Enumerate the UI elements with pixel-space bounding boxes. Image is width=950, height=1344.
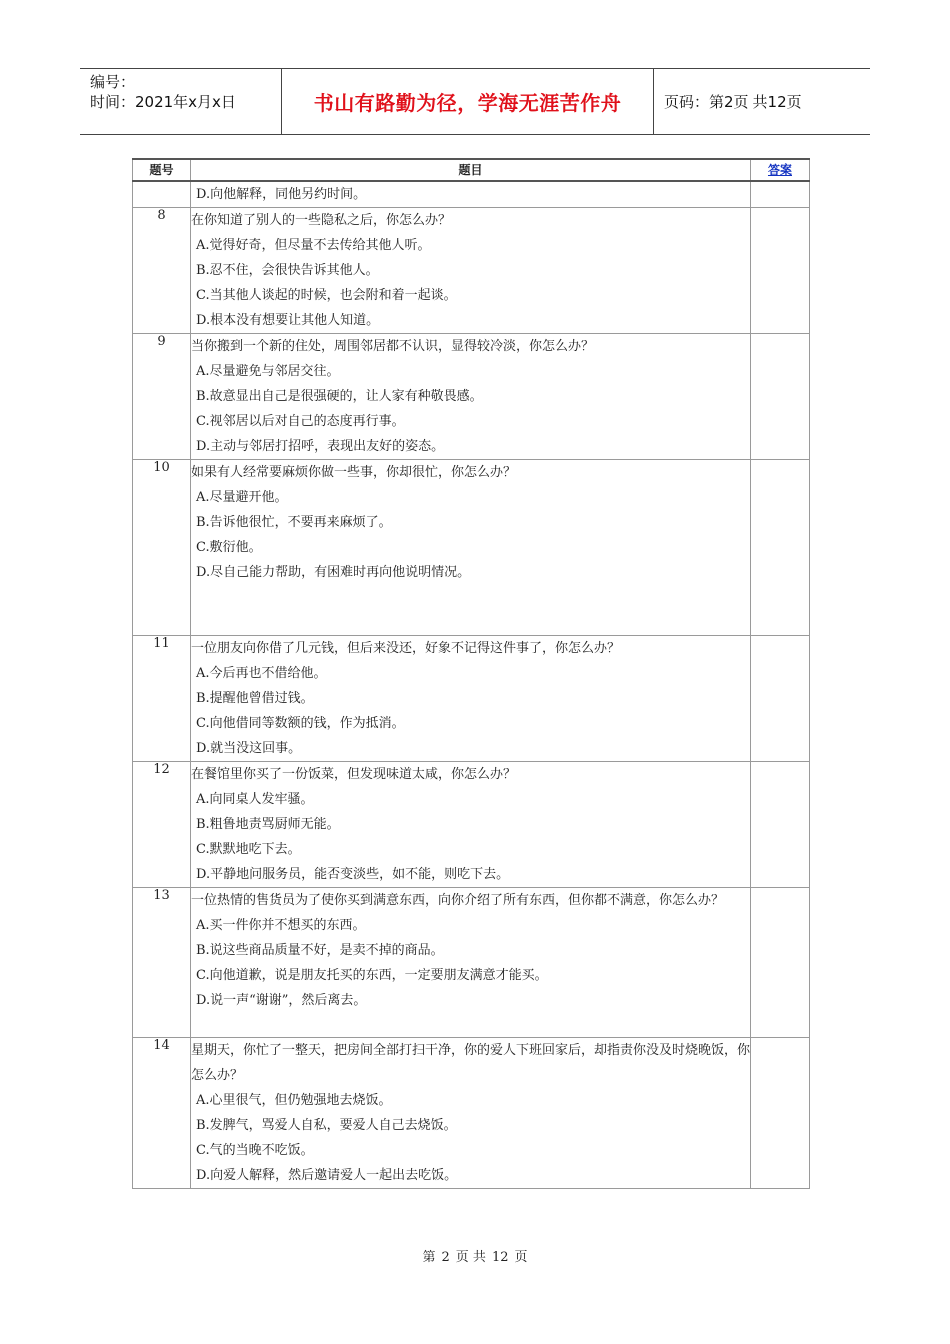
question-stem: 如果有人经常要麻烦你做一些事，你却很忙，你怎么办？ <box>191 465 517 480</box>
answer-cell[interactable] <box>751 762 810 888</box>
question-number: 11 <box>133 636 191 762</box>
table-row <box>133 460 810 636</box>
footer-page-total: 12 <box>491 1250 509 1265</box>
table-row <box>133 636 810 762</box>
option-c: C.气的当晚不吃饭。 <box>196 1143 314 1158</box>
option-b: B.告诉他很忙，不要再来麻烦了。 <box>196 515 392 530</box>
question-stem: 一位朋友向你借了几元钱，但后来没还，好象不记得这件事了，你怎么办？ <box>191 641 621 656</box>
option-c: C.当其他人谈起的时候，也会附和着一起谈。 <box>196 288 457 303</box>
header-total-label: 共12页 <box>752 93 802 111</box>
table-row <box>133 208 810 334</box>
table-row <box>133 1038 810 1189</box>
option-c: C.敷衍他。 <box>196 540 262 555</box>
option-b: B.忍不住，会很快告诉其他人。 <box>196 263 379 278</box>
option-c: C.向他道歉，说是朋友托买的东西，一定要朋友满意才能买。 <box>196 968 548 983</box>
option-a: A.尽量避开他。 <box>196 490 288 505</box>
question-body <box>191 888 751 1038</box>
question-stem: 星期天，你忙了一整天，把房间全部打扫干净，你的爱人下班回家后，却指责你没及时烧晚饭，你怎么办？ <box>191 1043 751 1083</box>
option-c: C.向他借同等数额的钱，作为抵消。 <box>196 716 405 731</box>
table-row <box>133 888 810 1038</box>
option-b: B.故意显出自己是很强硬的，让人家有种敬畏感。 <box>196 389 483 404</box>
header-page-label: 页码：第2页 <box>664 93 749 111</box>
answer-cell[interactable] <box>751 208 810 334</box>
question-number: 14 <box>133 1038 191 1189</box>
option-b: B.说这些商品质量不好，是卖不掉的商品。 <box>196 943 444 958</box>
question-body <box>191 762 751 888</box>
question-number: 12 <box>133 762 191 888</box>
footer-suffix: 页 <box>514 1250 528 1265</box>
option-d: D.平静地问服务员，能否变淡些，如不能，则吃下去。 <box>196 867 510 882</box>
question-number: 13 <box>133 888 191 1038</box>
question-body <box>191 460 751 636</box>
table-row <box>133 334 810 460</box>
option-d: D.说一声“谢谢”，然后离去。 <box>196 993 367 1008</box>
col-header-question: 题目 <box>191 159 751 181</box>
option-d: D.主动与邻居打招呼，表现出友好的姿态。 <box>196 439 445 454</box>
doc-time-label: 时间：2021年x月x日 <box>90 93 236 111</box>
answer-cell[interactable] <box>751 888 810 1038</box>
option-a: A.心里很气，但仍勉强地去烧饭。 <box>196 1093 392 1108</box>
question-table <box>132 158 810 1189</box>
page-header <box>80 68 870 135</box>
question-number: 10 <box>133 460 191 636</box>
col-header-number: 题号 <box>133 159 191 181</box>
option-d: D.就当没这回事。 <box>196 741 302 756</box>
option-a: A.向同桌人发牢骚。 <box>196 792 314 807</box>
footer-prefix: 第 <box>422 1250 436 1265</box>
answer-cell[interactable] <box>751 334 810 460</box>
question-body <box>191 636 751 762</box>
question-body <box>191 334 751 460</box>
option-b: B.提醒他曾借过钱。 <box>196 691 314 706</box>
footer-page-number: 2 <box>441 1250 450 1265</box>
page-footer <box>0 1246 950 1265</box>
question-stem: 在你知道了别人的一些隐私之后，你怎么办？ <box>191 213 452 228</box>
option-a: A.觉得好奇，但尽量不去传给其他人听。 <box>196 238 431 253</box>
answer-cell[interactable] <box>751 460 810 636</box>
option-a: A.今后再也不借给他。 <box>196 666 327 681</box>
answer-cell[interactable] <box>751 1038 810 1189</box>
option-a: A.尽量避免与邻居交往。 <box>196 364 340 379</box>
question-stem: 在餐馆里你买了一份饭菜，但发现味道太咸，你怎么办？ <box>191 767 517 782</box>
option-d: D.向他解释，同他另约时间。 <box>196 187 367 202</box>
question-body <box>191 208 751 334</box>
col-header-answer[interactable]: 答案 <box>751 159 810 181</box>
question-number: 8 <box>133 208 191 334</box>
question-body <box>191 181 751 208</box>
doc-number-label: 编号： <box>90 73 136 91</box>
option-d: D.向爱人解释，然后邀请爱人一起出去吃饭。 <box>196 1168 458 1183</box>
header-meta <box>80 69 282 134</box>
question-stem: 一位热情的售货员为了使你买到满意东西，向你介绍了所有东西，但你都不满意，你怎么办？ <box>191 893 725 908</box>
table-row <box>133 762 810 888</box>
footer-mid: 页 共 <box>455 1250 486 1265</box>
header-motto: 书山有路勤为径，学海无涯苦作舟 <box>282 69 654 134</box>
question-number <box>133 181 191 208</box>
header-page-info <box>654 69 870 134</box>
option-b: B.粗鲁地责骂厨师无能。 <box>196 817 340 832</box>
option-c: C.默默地吃下去。 <box>196 842 301 857</box>
option-d: D.根本没有想要让其他人知道。 <box>196 313 380 328</box>
answer-cell[interactable] <box>751 181 810 208</box>
question-stem: 当你搬到一个新的住处，周围邻居都不认识，显得较冷淡，你怎么办？ <box>191 339 595 354</box>
answer-cell[interactable] <box>751 636 810 762</box>
option-a: A.买一件你并不想买的东西。 <box>196 918 366 933</box>
option-b: B.发脾气，骂爱人自私，要爱人自己去烧饭。 <box>196 1118 457 1133</box>
table-row <box>133 181 810 208</box>
table-header-row <box>133 159 810 181</box>
question-body <box>191 1038 751 1189</box>
option-d: D.尽自己能力帮助，有困难时再向他说明情况。 <box>196 565 471 580</box>
option-c: C.视邻居以后对自己的态度再行事。 <box>196 414 405 429</box>
question-number: 9 <box>133 334 191 460</box>
